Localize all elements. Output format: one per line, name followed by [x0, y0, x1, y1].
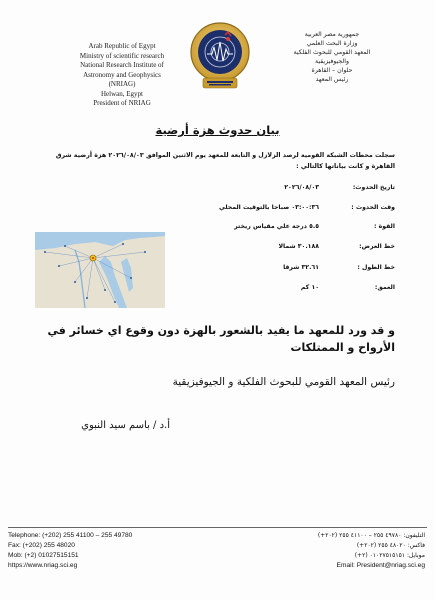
header-en-line: (NRIAG)	[108, 80, 136, 88]
signature-title: رئيس المعهد القومي للبحوث الفلكية و الجيوفيزيقية	[172, 376, 395, 388]
footer-en-line: Telephone: (+202) 255 41100 – 255 49780	[8, 532, 133, 539]
footer-divider	[8, 527, 427, 528]
field-label: خط الطول :	[357, 264, 395, 271]
footer-ar-line: موبايل: ٠١٠٢٧٥١٥١٥١ (٢+)	[354, 552, 425, 559]
footer-arabic	[225, 531, 425, 571]
field-time	[25, 203, 395, 213]
header-ar-line: حلوان – القاهرة	[311, 67, 353, 74]
field-value: ١٠ كم	[300, 284, 319, 291]
field-label: تاريخ الحدوث:	[352, 184, 395, 191]
email-link[interactable]: President@nriag.sci.eg	[356, 562, 425, 569]
field-label: وقت الحدوث :	[351, 204, 395, 211]
header-en-line: Astronomy and Geophysics	[83, 70, 161, 79]
field-magnitude	[25, 222, 395, 232]
field-value: ٠٣:٠٠:٣٦ صباحا بالتوقيت المحلي	[218, 204, 319, 211]
email-label: Email:	[336, 562, 355, 569]
header-en-line: Helwan, Egypt	[101, 89, 143, 98]
footer-en-line: Mob: (+2) 01027515151	[8, 552, 79, 559]
header-ar-line: جمهورية مصر العربية	[304, 31, 360, 38]
epicenter-map	[35, 232, 165, 308]
footer-ar-line: التليفون: ٤٩٧٨٠ ٢٥٥ – ٤١١٠٠ ٢٥٥ (٢٠٢+)	[317, 532, 425, 539]
field-label: خط العرض:	[359, 243, 395, 250]
header-ar-line: رئيس المعهد	[315, 76, 349, 83]
field-value: ٣٠.١٨٨ شمالا	[278, 243, 319, 250]
nriag-logo	[189, 20, 251, 96]
field-label: العمق:	[374, 284, 395, 291]
signature-name: أ.د / باسم سيد النبوي	[81, 420, 170, 431]
damage-note: و قد ورد للمعهد ما يفيد بالشعور بالهزة دون وقوع اي خسائر في الأرواح و الممتلكات	[47, 324, 395, 354]
header-arabic	[277, 30, 387, 84]
header-en-line: National Research Institute of	[80, 61, 164, 69]
footer-english	[8, 531, 208, 571]
field-value: ٥.٥ درجة علي مقياس ريختر	[234, 223, 319, 230]
footer-ar-line: فاكس: ٤٨٠٢٠ ٢٥٥ (٢٠٢+)	[356, 542, 425, 549]
header-ar-line: والجيوفيزيقية	[315, 58, 349, 65]
footer-en-line: Fax: (+202) 255 48020	[8, 542, 75, 549]
field-value: ٣٢.٦١ شرقا	[283, 264, 319, 271]
header-en-line: Arab Republic of Egypt	[88, 42, 156, 50]
header-en-line: President of NRIAG	[93, 99, 151, 107]
header-ar-line: المعهد القومي للبحوث الفلكية	[293, 49, 371, 56]
header-en-line: Ministry of scientific research	[79, 51, 165, 60]
field-date	[25, 183, 395, 193]
header-ar-line: وزارة البحث العلمي	[306, 40, 358, 47]
footer-email-line	[225, 561, 425, 571]
field-value: ٢٠٢٦/٠٨/٠٣	[284, 184, 319, 191]
field-label: القوة :	[373, 223, 395, 230]
header-english	[62, 42, 182, 109]
document-title: بيان حدوث هزة أرضية	[155, 123, 280, 137]
footer-website-link[interactable]: https://www.nriag.sci.eg	[8, 562, 78, 569]
intro-paragraph: سجلت محطات الشبكة القومية لرصد الزلازل و التابعة للمعهد يوم الاثنين الموافق ٢٠٢٦/٠٨/٠٣ هزة أرضية شرق القاهرة و كانت بياناتها كالتالي :	[55, 152, 395, 170]
